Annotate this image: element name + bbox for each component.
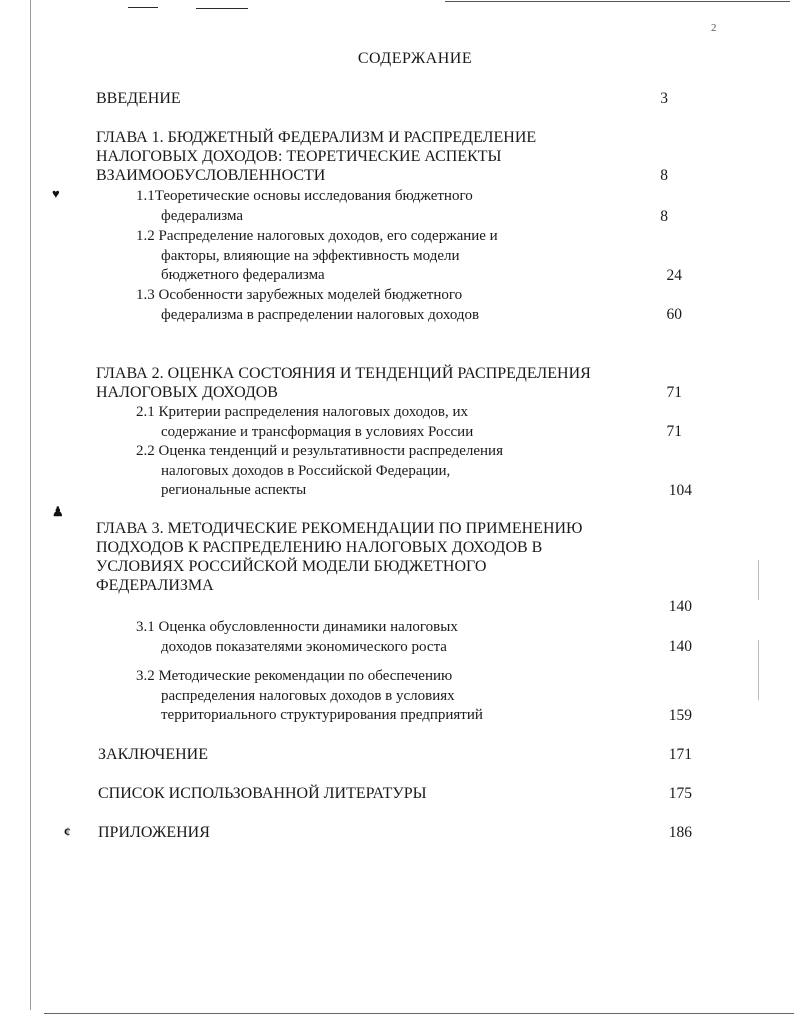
page-title: СОДЕРЖАНИЕ: [357, 50, 473, 67]
section-title-line: бюджетного федерализма: [161, 267, 325, 283]
toc-page-number: 140: [668, 638, 692, 655]
section-title-line: налоговых доходов в Российской Федерации,: [161, 462, 451, 479]
toc-entry-chapter-3[interactable]: [96, 519, 583, 595]
toc-entry-text: ПРИЛОЖЕНИЯ: [98, 824, 210, 841]
toc-entry-section-2-2[interactable]: [136, 442, 503, 501]
scan-edge-right: [758, 640, 759, 700]
toc-entry-section-1-3[interactable]: [136, 286, 479, 325]
section-title-line: распределения налоговых доходов в условиях: [161, 687, 455, 704]
toc-page-number: 8: [660, 208, 668, 225]
toc-entry-section-1-1[interactable]: [136, 187, 473, 226]
toc-entry-text: ЗАКЛЮЧЕНИЕ: [98, 746, 208, 763]
margin-mark: ♟: [52, 504, 64, 519]
scan-edge-left: [30, 0, 31, 1010]
chapter-title-line: УСЛОВИЯХ РОССИЙСКОЙ МОДЕЛИ БЮДЖЕТНОГО: [96, 558, 487, 575]
scan-edge-top: [445, 1, 790, 2]
section-title-line: территориального структурирования предприятий: [161, 707, 483, 723]
scan-edge-bottom: [44, 1013, 794, 1014]
section-title-line: 1.2 Распределение налоговых доходов, его содержание и: [136, 228, 498, 244]
toc-page-number: 104: [668, 482, 692, 499]
toc-entry-chapter-1[interactable]: [96, 128, 536, 185]
toc-page-number: 171: [668, 746, 692, 763]
toc-entry-text: СПИСОК ИСПОЛЬЗОВАННОЙ ЛИТЕРАТУРЫ: [98, 785, 427, 802]
toc-entry-references[interactable]: [98, 784, 427, 803]
chapter-title-line: ГЛАВА 3. МЕТОДИЧЕСКИЕ РЕКОМЕНДАЦИИ ПО ПРИМЕНЕНИЮ: [96, 520, 583, 537]
toc-page-number: 71: [666, 384, 682, 401]
section-title-line: факторы, влияющие на эффективность модели: [161, 247, 460, 264]
toc-page-number: 60: [666, 306, 682, 323]
page-number: 2: [711, 22, 717, 34]
toc-page-number: 186: [668, 824, 692, 841]
toc-page-number: 24: [666, 267, 682, 284]
toc-page-number: 8: [660, 167, 668, 184]
toc-entry-section-1-2[interactable]: [136, 227, 498, 286]
chapter-title-line: ГЛАВА 2. ОЦЕНКА СОСТОЯНИЯ И ТЕНДЕНЦИЙ РАСПРЕДЕЛЕНИЯ: [96, 365, 591, 382]
section-title-line: 1.1Теоретические основы исследования бюджетного: [136, 188, 473, 204]
margin-mark: ¢: [64, 824, 71, 839]
section-title-line: 1.3 Особенности зарубежных моделей бюджетного: [136, 287, 463, 303]
toc-entry-chapter-2[interactable]: [96, 364, 591, 402]
section-title-line: 2.2 Оценка тенденций и результативности распределения: [136, 443, 503, 459]
chapter-title-line: ФЕДЕРАЛИЗМА: [96, 577, 214, 594]
chapter-title-line: ГЛАВА 1. БЮДЖЕТНЫЙ ФЕДЕРАЛИЗМ И РАСПРЕДЕЛЕНИЕ: [96, 129, 537, 146]
section-title-line: региональные аспекты: [161, 482, 307, 498]
toc-entry-appendix[interactable]: [98, 823, 210, 842]
toc-entry-section-3-1[interactable]: [136, 618, 458, 657]
scan-edge-top: [128, 7, 158, 8]
toc-entry-text: ВВЕДЕНИЕ: [96, 90, 181, 107]
toc-page-number: 140: [668, 598, 692, 615]
chapter-title-line: НАЛОГОВЫХ ДОХОДОВ: ТЕОРЕТИЧЕСКИЕ АСПЕКТЫ: [96, 148, 502, 165]
chapter-title-line: ПОДХОДОВ К РАСПРЕДЕЛЕНИЮ НАЛОГОВЫХ ДОХОДОВ В: [96, 539, 543, 556]
section-title-line: содержание и трансформация в условиях России: [161, 423, 474, 440]
section-title-line: доходов показателями экономического роста: [161, 638, 447, 655]
section-title-line: 3.1 Оценка обусловленности динамики налоговых: [136, 619, 458, 635]
section-title-line: федерализма в распределении налоговых доходов: [161, 306, 480, 323]
toc-page-number: 3: [660, 90, 668, 107]
toc-page-number: 159: [668, 707, 692, 724]
section-title-line: федерализма: [161, 207, 244, 224]
toc-entry-intro[interactable]: [96, 89, 181, 108]
toc-entry-conclusion[interactable]: [98, 745, 208, 764]
toc-entry-section-2-1[interactable]: [136, 403, 473, 442]
toc-page-number: 71: [666, 423, 682, 440]
scan-edge-right: [758, 560, 759, 600]
toc-page-number: 175: [668, 785, 692, 802]
chapter-title-line: НАЛОГОВЫХ ДОХОДОВ: [96, 384, 278, 401]
chapter-title-line: ВЗАИМООБУСЛОВЛЕННОСТИ: [96, 167, 326, 184]
toc-entry-section-3-2[interactable]: [136, 667, 483, 726]
margin-mark: ♥: [52, 186, 60, 201]
section-title-line: 2.1 Критерии распределения налоговых доходов, их: [136, 404, 468, 420]
scan-edge-top: [196, 8, 248, 9]
section-title-line: 3.2 Методические рекомендации по обеспечению: [136, 668, 453, 684]
